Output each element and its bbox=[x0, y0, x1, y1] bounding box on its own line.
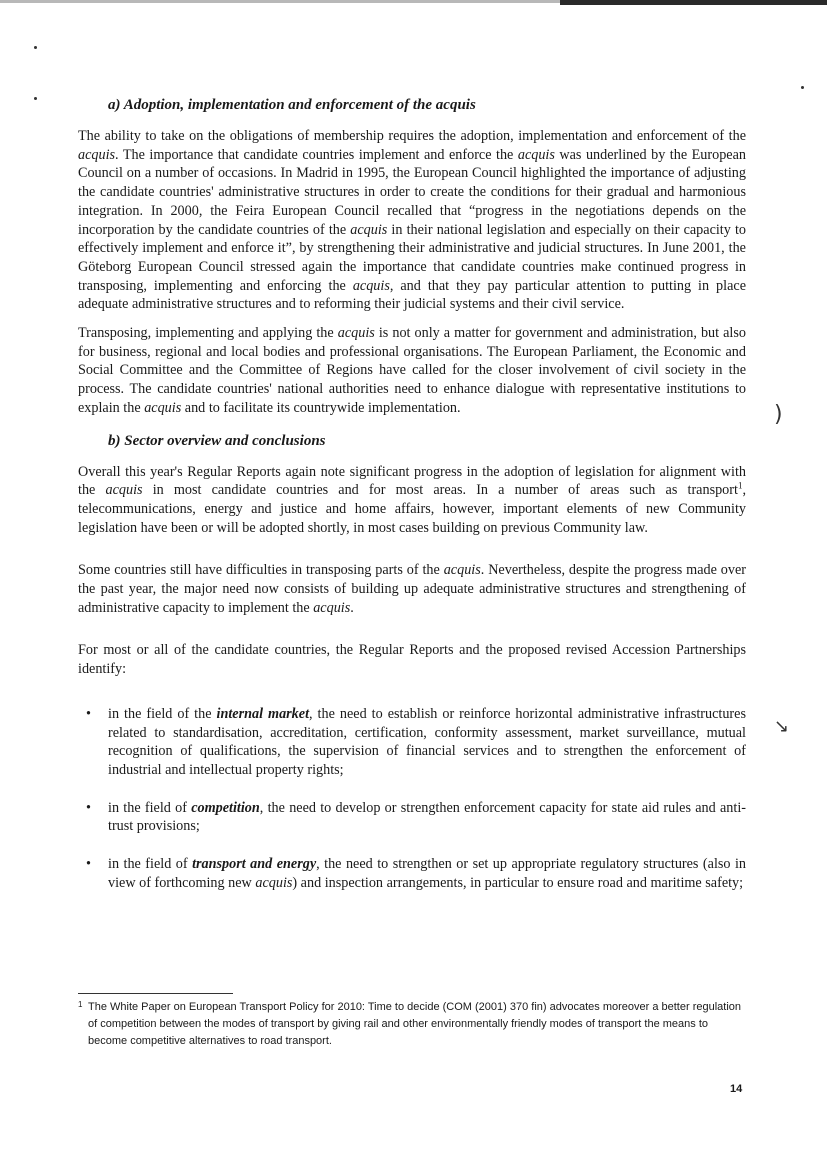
scan-speck bbox=[34, 97, 37, 100]
section-b-heading: b) Sector overview and conclusions bbox=[108, 432, 326, 449]
scan-speck bbox=[801, 86, 804, 89]
scan-edge-mark: ) bbox=[774, 402, 783, 427]
section-a-paragraph-2: Transposing, implementing and applying the acquis is not only a matter for government and administration, but also for business, regional and local bodies and professional organisations. The European Parliament, the Economic and Social Committee and the Committee of Regions have called for the closer involvement of civil society in the process. The candidate countries' national authorities need to enhance dialogue with representative institutions to explain the acquis and to facilitate its countrywide implementation. bbox=[78, 325, 746, 416]
footnote-reference: 1 bbox=[737, 480, 743, 491]
identified-needs-list bbox=[78, 705, 746, 893]
document-page bbox=[78, 96, 746, 912]
page-number: 14 bbox=[730, 1083, 743, 1095]
footnote-divider bbox=[78, 993, 233, 994]
footnote-number: 1 bbox=[78, 1000, 83, 1009]
section-b-paragraph-3: For most or all of the candidate countries, the Regular Reports and the proposed revised Accession Partnerships identify: bbox=[78, 642, 746, 678]
list-item: • in the field of transport and energy, the need to strengthen or set up appropriate regulatory structures (also in view of forthcoming new acquis) and inspection arrangements, in particular to ensure road and maritime safety; bbox=[78, 855, 746, 892]
scan-speck bbox=[34, 46, 37, 49]
list-item: • in the field of competition, the need to develop or strengthen enforcement capacity for state aid rules and anti-trust provisions; bbox=[78, 799, 746, 836]
footnote-text: The White Paper on European Transport Policy for 2010: Time to decide (COM (2001) 370 fin) advocates moreover a better regulation of competition between the modes of transport by giving rail and other environmentally friendly modes of transport the means to become competitive alternatives to road transport. bbox=[88, 1001, 742, 1047]
section-b-paragraph-2: Some countries still have difficulties in transposing parts of the acquis. Nevertheless, despite the progress made over the past year, the major need now consists of building up adequate administrative structures and strengthening of administrative capacity to implement the acquis. bbox=[78, 562, 746, 616]
section-b-paragraph-1: Overall this year's Regular Reports again note significant progress in the adoption of legislation for alignment with the acquis in most candidate countries and for most areas. In a number of areas such as transport$^1$, telecommunications, energy and justice and home affairs, however, important elements of new Community legislation have been or will be adopted shortly, in most cases building on previous Community law. bbox=[78, 463, 746, 536]
scan-edge-mark: ↘ bbox=[774, 716, 790, 737]
list-item: • in the field of the internal market, the need to establish or reinforce horizontal administrative infrastructures related to standardisation, accreditation, certification, conformity assessment, market surveillance, mutual recognition of qualifications, the supervision of financial services and to strengthen the enforcement of industrial and intellectual property rights; bbox=[78, 705, 746, 780]
scan-top-edge-dark bbox=[560, 0, 827, 5]
section-a-heading: a) Adoption, implementation and enforcement of the acquis bbox=[108, 97, 476, 113]
section-a-paragraph-1: The ability to take on the obligations of membership requires the adoption, implementation and enforcement of the acquis. The importance that candidate countries implement and enforce the acquis was underlined by the European Council on a number of occasions. In Madrid in 1995, the European Council highlighted the importance of adjusting the candidate countries' administrative structures in order to create the conditions for their gradual and harmonious integration. In 2000, the Feira European Council recalled that “progress in the negotiations depends on the incorporation by the candidate countries of the acquis in their national legislation and especially on their capacity to effectively implement and enforce it”, by strengthening their administrative and judicial structures. In June 2001, the Göteborg European Council stressed again the importance that candidate countries make continued progress in transposing, implementing and enforcing the acquis, and that they pay particular attention to putting in place adequate administrative structures and to reforming their judicial systems and their civil service. bbox=[78, 128, 746, 313]
footnote bbox=[78, 999, 748, 1050]
